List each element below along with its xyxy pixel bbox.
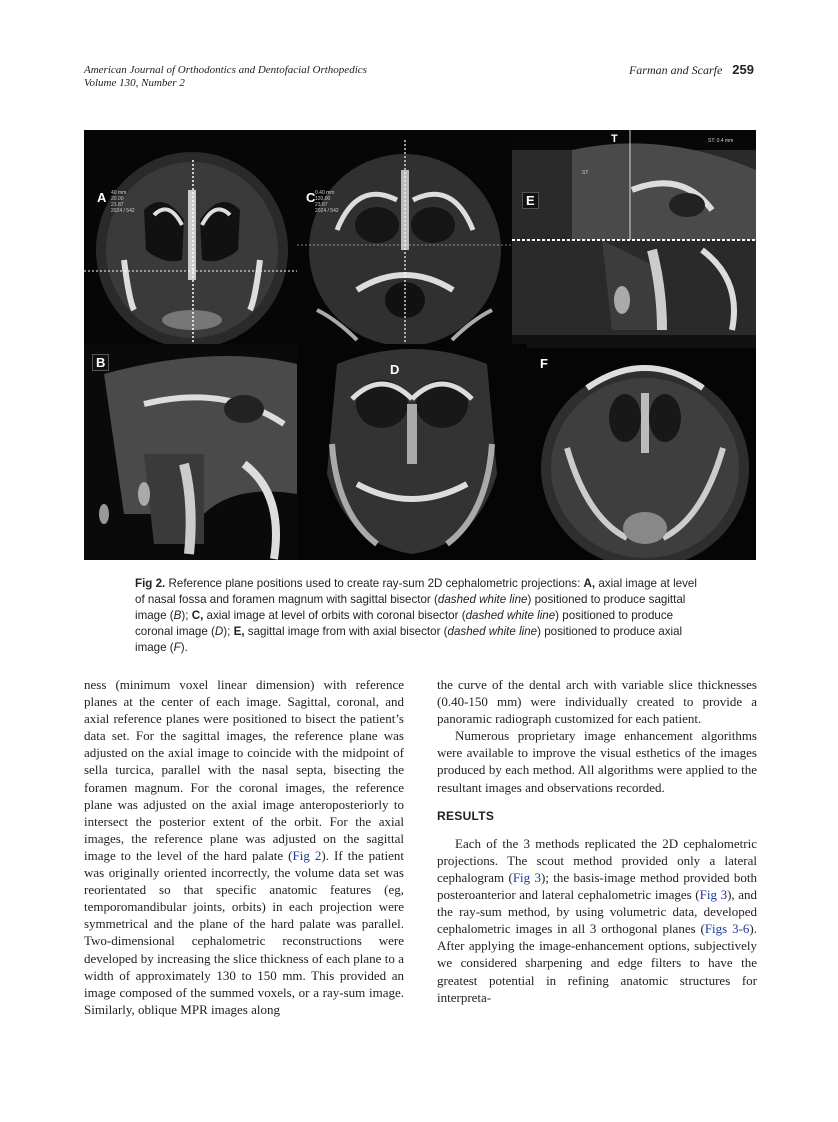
figure-reference-link[interactable]: Fig 3 <box>512 869 542 885</box>
panel-c-info-line: 2024 / 542 <box>315 208 339 214</box>
panel-c-axial-orbits <box>297 130 512 344</box>
panel-b-image <box>84 344 297 560</box>
caption-fig-label: Fig 2. <box>135 577 166 590</box>
panel-a-label: A <box>97 190 107 205</box>
caption-d: D <box>214 625 224 638</box>
panel-e-st-small: ST <box>582 170 589 176</box>
header-authors: Farman and Scarfe <box>628 63 723 77</box>
panel-c-image <box>297 130 512 344</box>
panel-a-info-line: 40 mm <box>111 190 127 196</box>
panel-e-image <box>512 130 756 348</box>
body-column-left <box>84 676 404 1018</box>
panel-b-sagittal-raysum <box>84 344 297 560</box>
running-header-journal <box>84 64 367 90</box>
running-header-page <box>629 62 754 78</box>
paragraph-text: ness (minimum voxel linear dimension) with reference planes at the center of each image. Sagittal, coronal, and axial reference planes were positioned to bisect the patient’s data set. For the sagittal images, the reference plane was adjusted on the axial image to coincide with the midpoint of sella turcica, parallel with the nasal septa, bisecting the foramen magnum. For the coronal images, the reference plane was adjusted on the axial image anteroposteriorly to intersect the posterior extent of the orbit. For the axial images, the reference plane was adjusted on the sagittal image to the level of the hard palate ( <box>84 677 404 863</box>
paragraph-text: ); the basis-image method provided both posteroanterior and lateral cephalometric images ( <box>437 869 757 903</box>
panel-f-image <box>527 348 756 560</box>
caption-dashed-line: dashed white line <box>447 625 538 638</box>
figure-reference-link[interactable]: Fig 3 <box>699 887 728 903</box>
caption-e: E, <box>233 625 245 638</box>
panel-c-info-line: 120.00 <box>315 196 331 202</box>
panel-a-info-line: 23.87 <box>111 202 124 208</box>
caption-text: ); <box>223 625 234 638</box>
panel-a-axial-nasal <box>84 130 297 344</box>
section-heading-results: RESULTS <box>437 808 495 823</box>
body-column-right <box>437 676 757 1006</box>
paragraph: the curve of the dental arch with variable slice thicknesses (0.40-150 mm) were individually created to provide a panoramic radiograph customized for each patient. <box>437 677 757 727</box>
caption-text: axial image at level of orbits with coronal bisector ( <box>203 609 466 622</box>
panel-a-image <box>84 130 297 344</box>
panel-c-info-line: 0.40 mm <box>315 190 335 196</box>
panel-e-label: E <box>522 192 539 209</box>
panel-d-image <box>297 344 527 560</box>
panel-a-info <box>111 190 135 214</box>
caption-text: axial image at level of nasal fossa and foramen magnum with sagittal bisector ( <box>135 577 697 606</box>
caption-text: ) positioned to produce sagittal image ( <box>135 593 686 622</box>
panel-c-label: C <box>306 190 316 205</box>
panel-d-label: D <box>390 362 400 377</box>
caption-text: Reference plane positions used to create ray-sum 2D cephalometric projections: <box>165 577 584 590</box>
page-number: 259 <box>732 62 754 77</box>
figure-2 <box>84 130 756 560</box>
panel-f-label: F <box>540 356 548 371</box>
panel-f-axial-raysum <box>527 348 756 560</box>
paragraph-text: ), and the ray-sum method, by using volumetric data, developed cephalometric images in all 3 orthogonal planes ( <box>437 887 758 937</box>
caption-f: F <box>173 641 181 654</box>
panel-e-sagittal <box>512 130 756 348</box>
panel-a-info-line: 2024 / 542 <box>111 208 135 214</box>
figure-caption <box>135 576 705 656</box>
caption-text: sagittal image from with axial bisector ( <box>244 625 448 638</box>
paragraph-text: Each of the 3 methods replicated the 2D cephalometric projections. The scout method provided only a lateral cephalogram ( <box>437 835 757 885</box>
caption-text: ) positioned to produce coronal image ( <box>135 609 674 638</box>
panel-e-st-text: ST: 0.4 mm <box>708 138 734 144</box>
caption-text: ). <box>180 641 188 654</box>
figure-reference-link[interactable]: Fig 2 <box>292 847 322 863</box>
panel-d-coronal-raysum <box>297 344 527 560</box>
caption-dashed-line: dashed white line <box>465 609 556 622</box>
panel-b-label: B <box>92 354 109 371</box>
journal-title: American Journal of Orthodontics and Dentofacial Orthopedics <box>84 64 367 76</box>
caption-text: ) positioned to produce axial image ( <box>135 625 683 654</box>
paragraph <box>437 835 757 1006</box>
panel-e-top-marker: T <box>611 133 618 145</box>
figure-reference-link[interactable]: Figs 3-6 <box>704 921 750 937</box>
paragraph <box>84 676 404 1018</box>
caption-a: A, <box>583 577 596 590</box>
panel-a-info-line: 20.00 <box>111 196 124 202</box>
panel-c-info-line: 23.87 <box>315 202 328 208</box>
paragraph-text: ). After applying the image-enhancement options, subjectively we considered sharpening and edge filters to have the greatest potential in refining anatomic structures for interpreta- <box>437 921 757 1005</box>
paragraph: Numerous proprietary image enhancement algorithms were available to improve the visual esthetics of the images produced by each method. All algorithms were applied to the resultant images and observations recorded. <box>437 728 757 795</box>
paragraph-text: ). If the patient was originally oriented incorrectly, the volume data set was reorientated so that specific anatomic features (eg, temporomandibular joints, orbits) in each projection were symmetrical and the plane of the hard palate was parallel. Two-dimensional cephalometric reconstructions were developed by increasing the slice thickness of each plane to a width of approximately 130 to 150 mm. This provided an image composed of the summed voxels, or a ray-sum image. Similarly, oblique MPR images along <box>84 847 404 1017</box>
panel-c-info <box>315 190 339 214</box>
caption-b: B <box>173 609 182 622</box>
caption-c: C, <box>191 609 204 622</box>
journal-volume: Volume 130, Number 2 <box>84 77 185 89</box>
caption-text: ); <box>181 609 192 622</box>
caption-dashed-line: dashed white line <box>437 593 528 606</box>
